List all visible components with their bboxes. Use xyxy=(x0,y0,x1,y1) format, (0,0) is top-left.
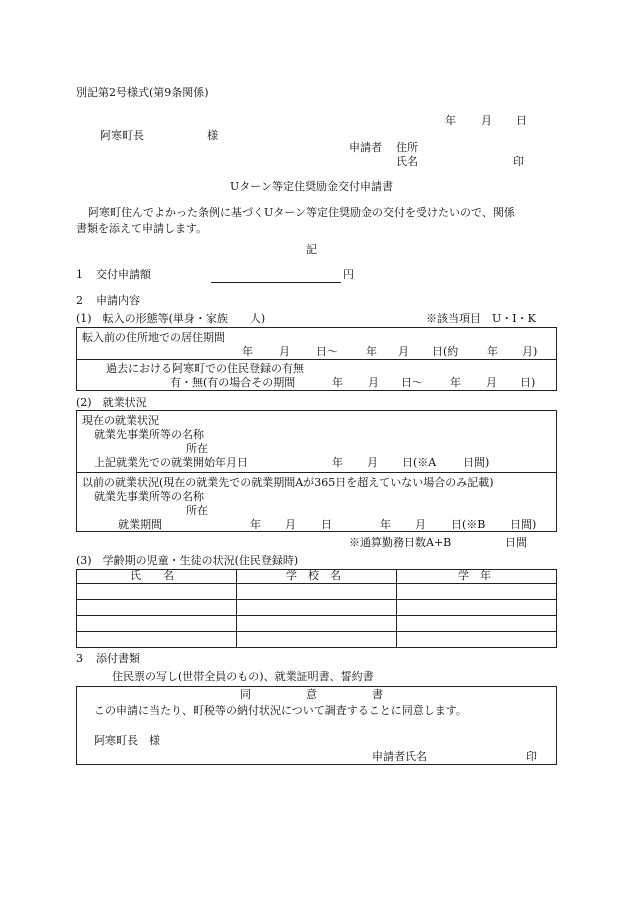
children-header-line xyxy=(76,583,557,584)
intro-line-2: 書類を添えて申請します。 xyxy=(76,222,208,235)
consent-addressee: 阿寒町長 様 xyxy=(94,734,160,747)
sub1-label: (1) 転入の形態等(単身・家族 人) xyxy=(76,312,266,325)
consent-title: 同 意 書 xyxy=(240,688,383,701)
r2-label: 過去における阿寒町での住民登録の有無 xyxy=(106,362,304,375)
addressee-name: 阿寒町長 xyxy=(100,129,144,142)
s3-num: 3 xyxy=(76,652,83,665)
r1-label: 転入前の住所地での居住期間 xyxy=(82,331,225,344)
total-days: ※通算勤務日数A+B xyxy=(349,536,452,549)
addressee-sama: 様 xyxy=(207,129,218,142)
applicant-name: 氏名 xyxy=(396,155,418,168)
form-id: 別記第2号様式(第9条関係) xyxy=(76,86,209,99)
prev-title: 以前の就業状況(現在の就業先での就業期間Aが365日を超えていない場合のみ記載) xyxy=(82,476,494,489)
date-day: 日 xyxy=(516,114,527,127)
prev-company: 就業先事業所等の名称 xyxy=(94,490,204,503)
prev-period: 就業期間 xyxy=(118,518,162,531)
employment-divider xyxy=(76,472,557,473)
cur-company: 就業先事業所等の名称 xyxy=(94,428,204,441)
document-title: Uターン等定住奨励金交付申請書 xyxy=(230,180,394,193)
consent-text: この申請に当たり、町税等の納付状況について調査することに同意します。 xyxy=(94,704,467,717)
s1-label: 交付申請額 xyxy=(96,268,151,281)
cur-addr: 所在 xyxy=(186,442,208,455)
applicant-seal: 印 xyxy=(513,155,524,168)
s1-num: 1 xyxy=(76,268,83,281)
col-grade-header: 学 年 xyxy=(458,569,491,582)
s2-num: 2 xyxy=(76,294,83,307)
col-name-header: 氏 名 xyxy=(130,569,174,582)
intro-line-1: 阿寒町住んでよかった条例に基づくUターン等定住奨励金の交付を受けたいので、関係 xyxy=(88,206,515,219)
cur-title: 現在の就業状況 xyxy=(82,414,159,427)
s2-label: 申請内容 xyxy=(96,294,140,307)
applicant-label: 申請者 xyxy=(349,141,382,154)
sub1-check: ※該当項目 U・I・K xyxy=(426,312,536,325)
children-row-line-1 xyxy=(76,599,557,600)
s3-label: 添付書類 xyxy=(96,652,140,665)
s3-docs: 住民票の写し(世帯全員のもの)、就業証明書、誓約書 xyxy=(112,670,374,683)
consent-applicant: 申請者氏名 xyxy=(372,750,427,763)
children-col-divider-2 xyxy=(396,569,397,648)
transfer-divider xyxy=(76,359,557,360)
ki-mark: 記 xyxy=(306,243,317,256)
sub2-label: (2) 就業状況 xyxy=(76,396,147,409)
date-month: 月 xyxy=(481,114,492,127)
total-unit: 日間 xyxy=(505,536,527,549)
s1-unit: 円 xyxy=(343,268,354,281)
cur-start: 上記就業先での就業開始年月日 xyxy=(94,456,248,469)
children-row-line-2 xyxy=(76,615,557,616)
r2-yesno: 有・無(有の場合その期間 xyxy=(170,376,296,389)
amount-underline[interactable] xyxy=(211,282,341,283)
children-col-divider-1 xyxy=(236,569,237,648)
col-school-header: 学 校 名 xyxy=(286,569,341,582)
children-row-line-3 xyxy=(76,631,557,632)
date-year: 年 xyxy=(445,114,456,127)
prev-addr: 所在 xyxy=(186,504,208,517)
consent-seal: 印 xyxy=(526,750,537,763)
applicant-address: 住所 xyxy=(396,141,418,154)
sub3-label: (3) 学齢期の児童・生徒の状況(住民登録時) xyxy=(76,554,299,567)
